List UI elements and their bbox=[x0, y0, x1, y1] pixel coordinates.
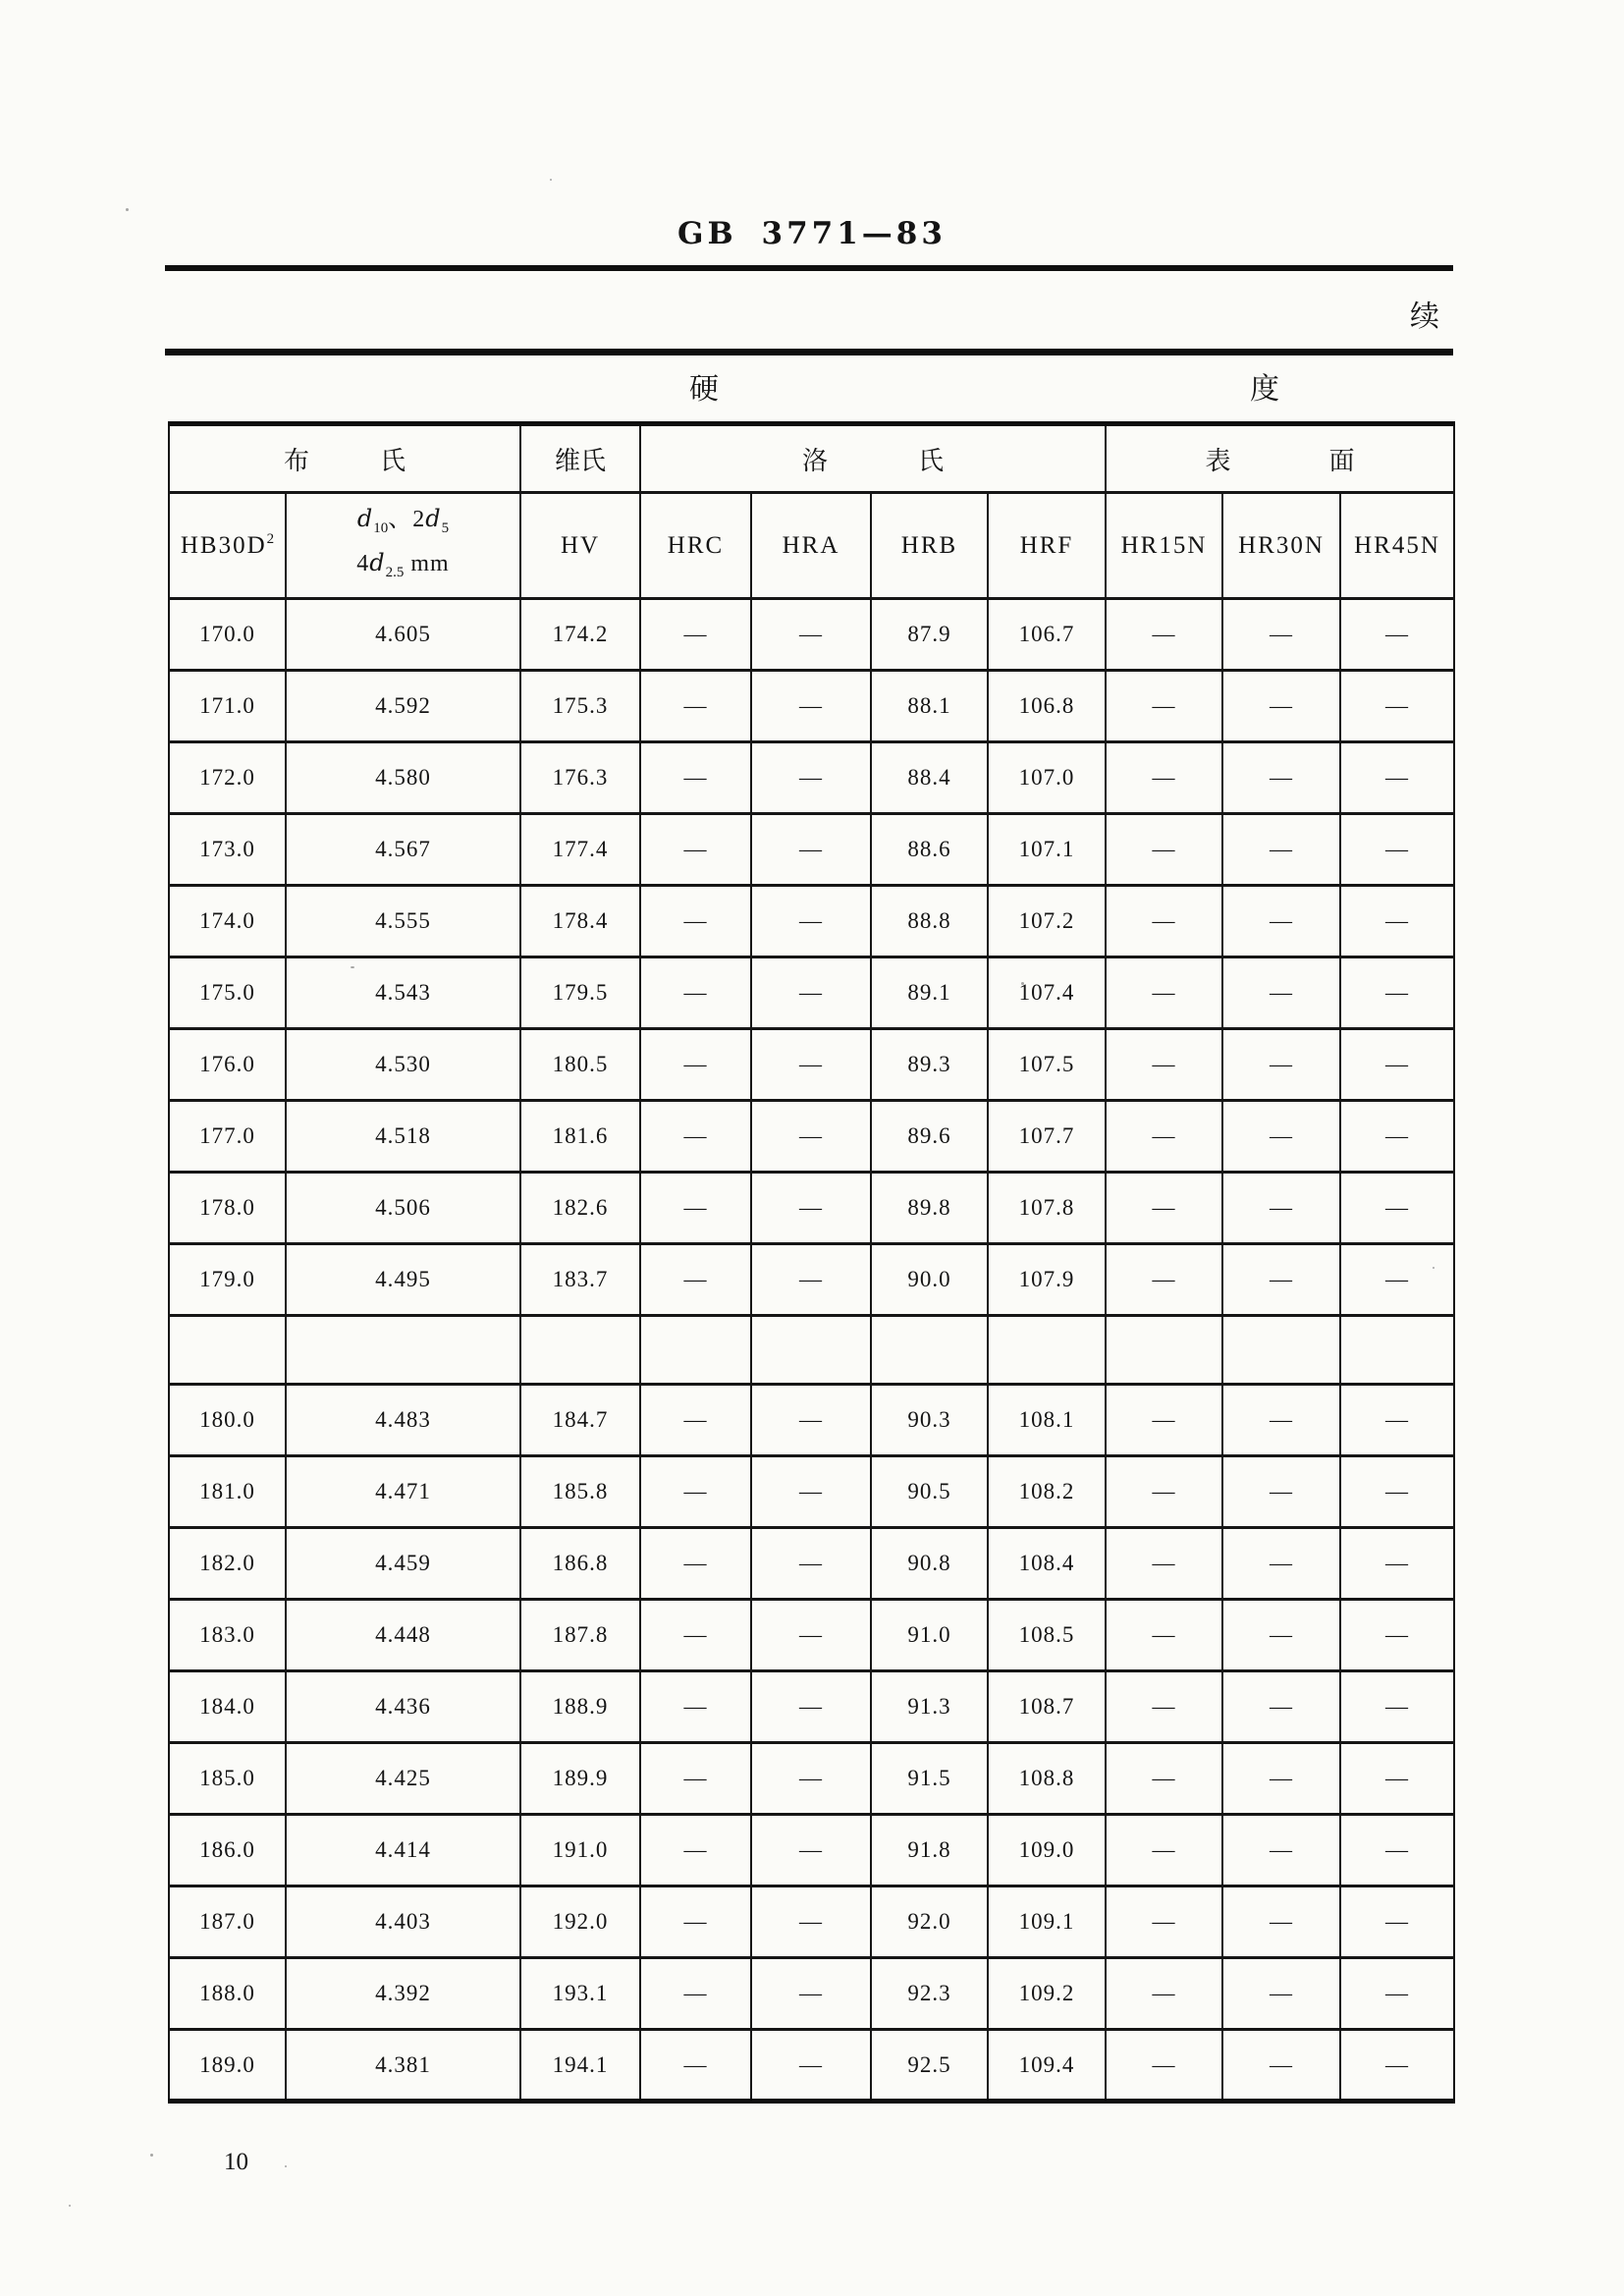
table-cell: — bbox=[640, 1815, 751, 1886]
table-cell: 106.8 bbox=[988, 671, 1106, 742]
table-cell: 4.495 bbox=[286, 1244, 520, 1316]
table-cell: — bbox=[1106, 1029, 1222, 1101]
table-cell: 91.5 bbox=[871, 1743, 988, 1815]
table-cell: — bbox=[1106, 1958, 1222, 2030]
table-cell: 88.1 bbox=[871, 671, 988, 742]
spacer-row bbox=[169, 1316, 1454, 1385]
table-cell: 4.483 bbox=[286, 1385, 520, 1456]
table-row bbox=[169, 671, 1454, 742]
group-header-rockwell-char2: 氏 bbox=[918, 446, 945, 475]
table-row bbox=[169, 1173, 1454, 1244]
group-header-vickers: 维氏 bbox=[520, 424, 640, 493]
table-row bbox=[169, 1101, 1454, 1173]
table-cell: 87.9 bbox=[871, 599, 988, 671]
col-header-hr30n: HR30N bbox=[1222, 493, 1340, 599]
table-body bbox=[169, 599, 1454, 2102]
table-cell: — bbox=[640, 1456, 751, 1528]
table-cell: 181.6 bbox=[520, 1101, 640, 1173]
table-cell: 91.3 bbox=[871, 1671, 988, 1743]
table-cell: — bbox=[1222, 1244, 1340, 1316]
column-header-row bbox=[169, 493, 1454, 599]
hb30d2-superscript: 2 bbox=[266, 531, 275, 547]
table-cell: 178.4 bbox=[520, 886, 640, 957]
table-cell: 89.8 bbox=[871, 1173, 988, 1244]
spanning-header-hardness-char-left: 硬 bbox=[689, 373, 719, 406]
scan-speckle bbox=[550, 179, 552, 181]
table-cell: 178.0 bbox=[169, 1173, 286, 1244]
table-row bbox=[169, 1528, 1454, 1600]
table-cell: — bbox=[640, 814, 751, 886]
table-cell: — bbox=[1222, 1528, 1340, 1600]
table-cell: — bbox=[1106, 1385, 1222, 1456]
table-cell: — bbox=[640, 957, 751, 1029]
table-cell: 189.9 bbox=[520, 1743, 640, 1815]
group-header-rockwell bbox=[640, 424, 1106, 493]
table-cell: — bbox=[640, 1886, 751, 1958]
table-cell: 108.7 bbox=[988, 1671, 1106, 1743]
table-cell: — bbox=[1106, 1528, 1222, 1600]
table-cell: 184.7 bbox=[520, 1385, 640, 1456]
table-row bbox=[169, 1671, 1454, 1743]
scan-speckle bbox=[126, 208, 129, 211]
table-cell: 193.1 bbox=[520, 1958, 640, 2030]
table-cell: 108.2 bbox=[988, 1456, 1106, 1528]
table-cell bbox=[988, 1316, 1106, 1385]
scan-speckle bbox=[69, 2205, 71, 2207]
col-header-hrf: HRF bbox=[988, 493, 1106, 599]
table-cell: — bbox=[1106, 1815, 1222, 1886]
table-cell bbox=[1222, 1316, 1340, 1385]
table-cell: — bbox=[751, 1456, 871, 1528]
table-cell: 107.8 bbox=[988, 1173, 1106, 1244]
table-cell: — bbox=[751, 1101, 871, 1173]
group-header-rockwell-char1: 洛 bbox=[802, 446, 829, 475]
table-cell: — bbox=[1340, 1815, 1454, 1886]
table-cell: 191.0 bbox=[520, 1815, 640, 1886]
table-cell: — bbox=[1222, 1173, 1340, 1244]
table-cell: — bbox=[1106, 2030, 1222, 2102]
table-cell: — bbox=[751, 1743, 871, 1815]
table-cell: 108.8 bbox=[988, 1743, 1106, 1815]
table-cell: 109.0 bbox=[988, 1815, 1106, 1886]
scan-speckle bbox=[285, 2165, 287, 2167]
table-row bbox=[169, 1815, 1454, 1886]
table-cell: — bbox=[751, 1244, 871, 1316]
table-cell: — bbox=[1106, 1600, 1222, 1671]
hb30d2-base: HB30D bbox=[180, 532, 267, 559]
group-header-surface bbox=[1106, 424, 1454, 493]
table-cell: — bbox=[640, 1528, 751, 1600]
table-row bbox=[169, 1958, 1454, 2030]
table-cell: — bbox=[751, 1528, 871, 1600]
table-cell: 170.0 bbox=[169, 599, 286, 671]
table-cell: 109.2 bbox=[988, 1958, 1106, 2030]
table-cell: — bbox=[1106, 671, 1222, 742]
table-cell: 4.543 bbox=[286, 957, 520, 1029]
table-cell: — bbox=[1340, 671, 1454, 742]
title-underline-rule bbox=[165, 265, 1453, 271]
table-cell: — bbox=[1106, 1456, 1222, 1528]
scan-speckle bbox=[1021, 982, 1024, 985]
page-number: 10 bbox=[224, 2149, 248, 2175]
table-cell: — bbox=[1106, 1671, 1222, 1743]
spanning-header-hardness-char-right: 度 bbox=[1250, 373, 1279, 406]
scan-speckle bbox=[150, 2154, 153, 2157]
table-row bbox=[169, 957, 1454, 1029]
col-header-hra: HRA bbox=[751, 493, 871, 599]
table-row bbox=[169, 814, 1454, 886]
table-cell: 4.506 bbox=[286, 1173, 520, 1244]
table-cell: 177.4 bbox=[520, 814, 640, 886]
table-cell: 186.0 bbox=[169, 1815, 286, 1886]
table-cell: — bbox=[1222, 814, 1340, 886]
table-cell: 92.0 bbox=[871, 1886, 988, 1958]
table-cell: 107.5 bbox=[988, 1029, 1106, 1101]
table-cell: 107.2 bbox=[988, 886, 1106, 957]
table-row bbox=[169, 1456, 1454, 1528]
table-cell: 189.0 bbox=[169, 2030, 286, 2102]
table-cell: 108.4 bbox=[988, 1528, 1106, 1600]
table-row bbox=[169, 1385, 1454, 1456]
col-header-hr45n: HR45N bbox=[1340, 493, 1454, 599]
table-cell: 4.448 bbox=[286, 1600, 520, 1671]
table-cell: — bbox=[1340, 1385, 1454, 1456]
table-cell: 107.1 bbox=[988, 814, 1106, 886]
table-cell: — bbox=[1106, 886, 1222, 957]
table-cell: 194.1 bbox=[520, 2030, 640, 2102]
table-cell: 176.3 bbox=[520, 742, 640, 814]
table-cell: — bbox=[640, 1101, 751, 1173]
table-cell: — bbox=[751, 1958, 871, 2030]
continued-label: 续 bbox=[1410, 301, 1439, 333]
table-cell: — bbox=[751, 599, 871, 671]
table-cell: 174.0 bbox=[169, 886, 286, 957]
table-cell: — bbox=[1340, 1600, 1454, 1671]
table-cell: — bbox=[751, 1600, 871, 1671]
table-cell: — bbox=[1222, 957, 1340, 1029]
table-cell: 90.0 bbox=[871, 1244, 988, 1316]
table-cell: 187.0 bbox=[169, 1886, 286, 1958]
table-row bbox=[169, 1244, 1454, 1316]
table-cell: 88.8 bbox=[871, 886, 988, 957]
table-cell: — bbox=[1222, 742, 1340, 814]
table-cell: 4.567 bbox=[286, 814, 520, 886]
table-cell bbox=[520, 1316, 640, 1385]
table-cell: — bbox=[1222, 1671, 1340, 1743]
table-cell: — bbox=[1106, 957, 1222, 1029]
table-cell: 108.1 bbox=[988, 1385, 1106, 1456]
table-cell: — bbox=[640, 742, 751, 814]
table-cell: — bbox=[1340, 1528, 1454, 1600]
table-cell: 182.0 bbox=[169, 1528, 286, 1600]
table-cell: — bbox=[1340, 1244, 1454, 1316]
table-cell: 4.555 bbox=[286, 886, 520, 957]
table-cell: — bbox=[1340, 957, 1454, 1029]
table-cell: 4.530 bbox=[286, 1029, 520, 1101]
table-cell: — bbox=[1340, 1456, 1454, 1528]
table-cell: 180.0 bbox=[169, 1385, 286, 1456]
table-cell: 183.0 bbox=[169, 1600, 286, 1671]
scan-speckle bbox=[1433, 1267, 1435, 1269]
table-cell: 175.0 bbox=[169, 957, 286, 1029]
table-cell: — bbox=[751, 814, 871, 886]
table-cell: 188.9 bbox=[520, 1671, 640, 1743]
col-header-hv: HV bbox=[520, 493, 640, 599]
table-cell: — bbox=[640, 671, 751, 742]
d-header-line1: $d_{10}$、$2d_5$ bbox=[356, 504, 450, 536]
table-cell: 88.4 bbox=[871, 742, 988, 814]
table-cell: — bbox=[751, 1671, 871, 1743]
table-cell: — bbox=[1222, 1385, 1340, 1456]
table-cell: — bbox=[1222, 599, 1340, 671]
table-cell: 179.0 bbox=[169, 1244, 286, 1316]
table-row bbox=[169, 1886, 1454, 1958]
col-header-hrb: HRB bbox=[871, 493, 988, 599]
table-cell: 179.5 bbox=[520, 957, 640, 1029]
table-cell: 175.3 bbox=[520, 671, 640, 742]
table-cell: — bbox=[1340, 1886, 1454, 1958]
table-cell: — bbox=[1222, 671, 1340, 742]
table-cell: 109.4 bbox=[988, 2030, 1106, 2102]
table-cell: 4.605 bbox=[286, 599, 520, 671]
table-cell: — bbox=[751, 1173, 871, 1244]
table-cell: 107.9 bbox=[988, 1244, 1106, 1316]
table-row bbox=[169, 886, 1454, 957]
table-cell: — bbox=[1222, 886, 1340, 957]
table-cell: 107.0 bbox=[988, 742, 1106, 814]
table-cell: 185.0 bbox=[169, 1743, 286, 1815]
table-top-rule bbox=[165, 349, 1453, 355]
table-cell: — bbox=[1340, 1958, 1454, 2030]
table-cell: 108.5 bbox=[988, 1600, 1106, 1671]
table-cell: — bbox=[640, 886, 751, 957]
group-header-row bbox=[169, 424, 1454, 493]
table-cell: 184.0 bbox=[169, 1671, 286, 1743]
table-cell bbox=[871, 1316, 988, 1385]
table-cell: 183.7 bbox=[520, 1244, 640, 1316]
group-header-brinell bbox=[169, 424, 520, 493]
table-row bbox=[169, 742, 1454, 814]
table-cell: 182.6 bbox=[520, 1173, 640, 1244]
table-cell: 4.592 bbox=[286, 671, 520, 742]
table-cell: — bbox=[1222, 1958, 1340, 2030]
table-cell: — bbox=[640, 1958, 751, 2030]
col-header-indentation-diameter bbox=[286, 493, 520, 599]
table-cell: 4.381 bbox=[286, 2030, 520, 2102]
standard-code-title: GB 3771—83 bbox=[677, 216, 947, 251]
table-cell bbox=[286, 1316, 520, 1385]
table-cell: — bbox=[1340, 1101, 1454, 1173]
table-cell: 186.8 bbox=[520, 1528, 640, 1600]
table-cell: — bbox=[1106, 814, 1222, 886]
table-cell: 109.1 bbox=[988, 1886, 1106, 1958]
table-cell: 91.0 bbox=[871, 1600, 988, 1671]
table-cell: 4.403 bbox=[286, 1886, 520, 1958]
table-cell: 4.459 bbox=[286, 1528, 520, 1600]
table-cell: 174.2 bbox=[520, 599, 640, 671]
table-cell: 90.5 bbox=[871, 1456, 988, 1528]
table-cell: 176.0 bbox=[169, 1029, 286, 1101]
table-cell: 89.1 bbox=[871, 957, 988, 1029]
table-cell: 4.518 bbox=[286, 1101, 520, 1173]
table-cell: — bbox=[751, 1815, 871, 1886]
table-cell: — bbox=[1106, 1173, 1222, 1244]
table-cell: 107.4 bbox=[988, 957, 1106, 1029]
table-cell: — bbox=[640, 1029, 751, 1101]
table-cell: 187.8 bbox=[520, 1600, 640, 1671]
group-header-brinell-char1: 布 bbox=[283, 446, 309, 475]
table-cell: 107.7 bbox=[988, 1101, 1106, 1173]
table-cell: 192.0 bbox=[520, 1886, 640, 1958]
table-cell: — bbox=[1340, 886, 1454, 957]
table-cell: 4.436 bbox=[286, 1671, 520, 1743]
table-cell: — bbox=[1222, 1456, 1340, 1528]
table-cell: 92.3 bbox=[871, 1958, 988, 2030]
table-cell: — bbox=[640, 1173, 751, 1244]
table-cell: 4.425 bbox=[286, 1743, 520, 1815]
table-cell bbox=[1340, 1316, 1454, 1385]
col-header-hb30d2 bbox=[169, 493, 286, 599]
table-cell: — bbox=[1340, 1173, 1454, 1244]
table-cell bbox=[751, 1316, 871, 1385]
table-cell: 89.3 bbox=[871, 1029, 988, 1101]
d-header-line2: $4d_{2.5}$ mm bbox=[356, 548, 450, 580]
table-cell: — bbox=[1340, 1029, 1454, 1101]
table-cell bbox=[169, 1316, 286, 1385]
table-cell: 4.471 bbox=[286, 1456, 520, 1528]
table-cell: 185.8 bbox=[520, 1456, 640, 1528]
table-cell: — bbox=[640, 1671, 751, 1743]
table-cell: 88.6 bbox=[871, 814, 988, 886]
group-header-surface-char1: 表 bbox=[1205, 446, 1231, 475]
col-header-hrc: HRC bbox=[640, 493, 751, 599]
scan-speckle bbox=[351, 966, 354, 968]
table-cell: 188.0 bbox=[169, 1958, 286, 2030]
table-cell: 4.392 bbox=[286, 1958, 520, 2030]
table-cell: — bbox=[1106, 1101, 1222, 1173]
group-header-surface-char2: 面 bbox=[1328, 446, 1355, 475]
table-cell: — bbox=[1106, 1743, 1222, 1815]
table-cell: — bbox=[1222, 1029, 1340, 1101]
table-cell: 106.7 bbox=[988, 599, 1106, 671]
hardness-conversion-table bbox=[168, 421, 1455, 2104]
table-cell: — bbox=[1340, 1671, 1454, 1743]
group-header-brinell-char2: 氏 bbox=[380, 446, 406, 475]
table-cell: — bbox=[640, 1244, 751, 1316]
table-cell: — bbox=[1340, 742, 1454, 814]
table-cell: — bbox=[1106, 742, 1222, 814]
table-cell: — bbox=[751, 1886, 871, 1958]
table-cell: — bbox=[1222, 1886, 1340, 1958]
table-cell bbox=[1106, 1316, 1222, 1385]
table-cell: — bbox=[1106, 1244, 1222, 1316]
table-cell: — bbox=[751, 1029, 871, 1101]
table-cell: 90.3 bbox=[871, 1385, 988, 1456]
table-cell: — bbox=[1106, 1886, 1222, 1958]
table-cell: 92.5 bbox=[871, 2030, 988, 2102]
table-cell: 172.0 bbox=[169, 742, 286, 814]
table-cell: — bbox=[640, 2030, 751, 2102]
table-cell: — bbox=[751, 957, 871, 1029]
table-cell: — bbox=[1222, 1815, 1340, 1886]
table-row bbox=[169, 599, 1454, 671]
table-cell: — bbox=[1340, 599, 1454, 671]
table-cell: — bbox=[1106, 599, 1222, 671]
table-cell: — bbox=[751, 671, 871, 742]
table-cell: — bbox=[1340, 1743, 1454, 1815]
table-cell: — bbox=[751, 1385, 871, 1456]
table-cell: — bbox=[751, 2030, 871, 2102]
table-cell: 177.0 bbox=[169, 1101, 286, 1173]
table-row bbox=[169, 2030, 1454, 2102]
col-header-hr15n: HR15N bbox=[1106, 493, 1222, 599]
table-cell: 91.8 bbox=[871, 1815, 988, 1886]
table-cell: — bbox=[640, 1743, 751, 1815]
table-cell: 89.6 bbox=[871, 1101, 988, 1173]
table-cell: 171.0 bbox=[169, 671, 286, 742]
table-cell: — bbox=[751, 742, 871, 814]
table-cell: — bbox=[1222, 2030, 1340, 2102]
table-cell: — bbox=[640, 1385, 751, 1456]
table-cell: — bbox=[751, 886, 871, 957]
table-cell: — bbox=[640, 599, 751, 671]
table-cell: 4.580 bbox=[286, 742, 520, 814]
table-cell: 90.8 bbox=[871, 1528, 988, 1600]
table-cell: — bbox=[1222, 1743, 1340, 1815]
table-cell: — bbox=[1222, 1600, 1340, 1671]
table-cell: 4.414 bbox=[286, 1815, 520, 1886]
table-row bbox=[169, 1743, 1454, 1815]
table-cell: — bbox=[1222, 1101, 1340, 1173]
table-row bbox=[169, 1029, 1454, 1101]
table-cell: 180.5 bbox=[520, 1029, 640, 1101]
table-cell: — bbox=[1340, 814, 1454, 886]
table-cell bbox=[640, 1316, 751, 1385]
table-cell: 181.0 bbox=[169, 1456, 286, 1528]
table-cell: — bbox=[640, 1600, 751, 1671]
table-cell: 173.0 bbox=[169, 814, 286, 886]
table-row bbox=[169, 1600, 1454, 1671]
table-cell: — bbox=[1340, 2030, 1454, 2102]
